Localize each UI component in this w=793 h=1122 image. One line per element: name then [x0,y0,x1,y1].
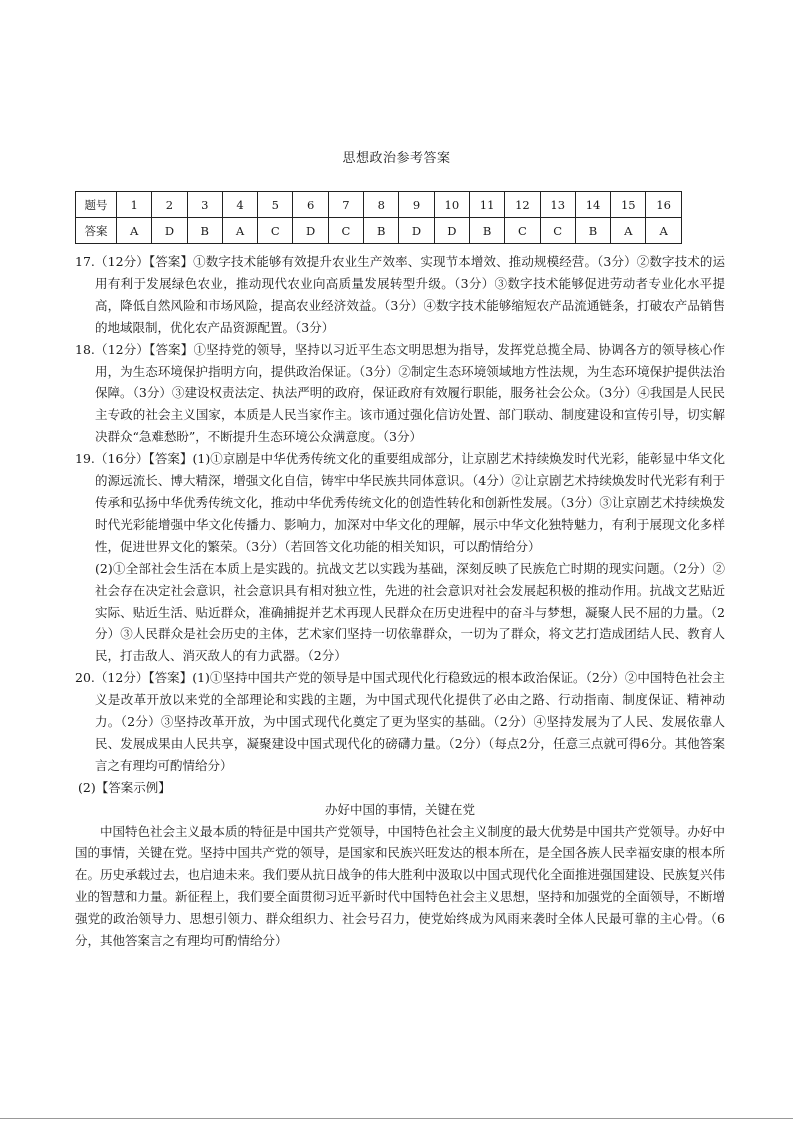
answer-row [76,218,682,244]
answer-cell: A [222,218,257,244]
answer-cell: B [187,218,222,244]
question-number-cell: 14 [575,192,610,218]
question-number-cell: 16 [646,192,681,218]
question-number-cell: 11 [469,192,504,218]
answer-cell: C [258,218,293,244]
question-number-cell: 9 [399,192,434,218]
question-number-cell: 10 [434,192,469,218]
answer-table [75,191,682,244]
row-label-answer: 答案 [76,218,117,244]
answer-cell: B [575,218,610,244]
question-number-cell: 6 [293,192,328,218]
question-number-cell: 4 [222,192,257,218]
question-number-cell: 7 [328,192,363,218]
page-title: 思想政治参考答案 [342,151,451,166]
question-17-answer: 17.（12分）【答案】①数字技术能够有效提升农业生产效率、实现节本增效、推动规模经营。（3分）②数字技术的运用有利于发展绿色农业，推动现代农业向高质量发展转型升级。（3分）③数字技术能够促进劳动者专业化水平提高，降低自然风险和市场风险，提高农业经济效益。（3分）④数字技术能够缩短农产品流通链条，打破农产品销售的地域限制，优化农产品资源配置。（3分） [75,254,725,335]
question-number-cell: 5 [258,192,293,218]
question-18-answer: 18.（12分）【答案】①坚持党的领导，坚持以习近平生态文明思想为指导，发挥党总揽全局、协调各方的领导核心作用，为生态环境保护指明方向，提供政治保证。（3分）②制定生态环境领域地方性法规，为生态环境保护提供法治保障。（3分）③建设权责法定、执法严明的政府，保证政府有效履行职能，服务社会公众。（3分）④我国是人民民主专政的社会主义国家，本质是人民当家作主。该市通过强化信访处置、部门联动、制度建设和宣传引导，切实解决群众“急难愁盼”，不断提升生态环境公众满意度。（3分） [75,341,725,445]
question-19-part1-answer: 19.（16分）【答案】(1)①京剧是中华优秀传统文化的重要组成部分，让京剧艺术持续焕发时代光彩，能彰显中华文化的源远流长、博大精深，增强文化自信，铸牢中华民族共同体意识。（4分）②让京剧艺术持续焕发时代光彩有利于传承和弘扬中华优秀传统文化，推动中华优秀传统文化的创造性转化和创新性发展。（3分）③让京剧艺术持续焕发时代光彩能增强中华文化传播力、影响力，加深对中华文化的理解，展示中华文化独特魅力，有利于展现文化多样性，促进世界文化的繁荣。（3分）（若回答文化功能的相关知识，可以酌情给分） [75,451,725,554]
answer-body [75,251,725,952]
question-19-part2-answer: (2)①全部社会生活在本质上是实践的。抗战文艺以实践为基础，深刻反映了民族危亡时期的现实问题。（2分）②社会存在决定社会意识，社会意识具有相对独立性，先进的社会意识对社会发展起积极的推动作用。抗战文艺贴近实际、贴近生活、贴近群众，准确捕捉并艺术再现人民群众在历史进程中的奋斗与梦想，凝聚人民不屈的力量。（2分）③人民群众是社会历史的主体，艺术家们坚持一切依靠群众，一切为了群众，将文艺打造成团结人民、教育人民，打击敌人、消灭敌人的有力武器。（2分） [95,560,725,664]
answer-cell: B [469,218,504,244]
answer-cell: D [399,218,434,244]
row-label-number: 题号 [76,192,117,218]
question-number-cell: 8 [364,192,399,218]
answer-cell: C [540,218,575,244]
answer-cell: D [152,218,187,244]
question-20-part2-label: (2)【答案示例】 [78,779,171,795]
question-number-cell: 1 [117,192,152,218]
answer-cell: C [328,218,363,244]
answer-cell: D [434,218,469,244]
essay-title: 办好中国的事情，关键在党 [324,801,475,817]
question-number-cell: 2 [152,192,187,218]
answer-cell: A [117,218,152,244]
question-number-cell: 13 [540,192,575,218]
essay-body: 中国特色社会主义最本质的特征是中国共产党领导，中国特色社会主义制度的最大优势是中国共产党领导。办好中国的事情，关键在党。坚持中国共产党的领导，是国家和民族兴旺发达的根本所在，是全国各族人民幸福安康的根本所在。历史承载过去，也启迪未来。我们要从抗日战争的伟大胜利中汲取以中国式现代化全面推进强国建设、民族复兴伟业的智慧和力量。新征程上，我们要全面贯彻习近平新时代中国特色社会主义思想，坚持和加强党的全面领导，不断增强党的政治领导力、思想引领力、群众组织力、社会号召力，使党始终成为风雨来袭时全体人民最可靠的主心骨。（6分，其他答案言之有理均可酌情给分） [75,823,726,949]
answer-cell: A [646,218,681,244]
page-bottom-rule [0,1118,793,1119]
question-number-cell: 12 [505,192,540,218]
answer-cell: C [505,218,540,244]
question-20-part1-answer: 20.（12分）【答案】(1)①坚持中国共产党的领导是中国式现代化行稳致远的根本政治保证。（2分）②中国特色社会主义是改革开放以来党的全部理论和实践的主题，为中国式现代化提供了必由之路、行动指南、制度保证、精神动力。（2分）③坚持改革开放，为中国式现代化奠定了更为坚实的基础。（2分）④坚持发展为了人民、发展依靠人民、发展成果由人民共享，凝聚建设中国式现代化的磅礴力量。（2分）（每点2分，任意三点就可得6分。其他答案言之有理均可酌情给分） [75,670,725,773]
answer-cell: D [293,218,328,244]
answer-cell: B [364,218,399,244]
question-number-cell: 3 [187,192,222,218]
answer-cell: A [611,218,646,244]
question-number-cell: 15 [611,192,646,218]
question-number-row [76,192,682,218]
